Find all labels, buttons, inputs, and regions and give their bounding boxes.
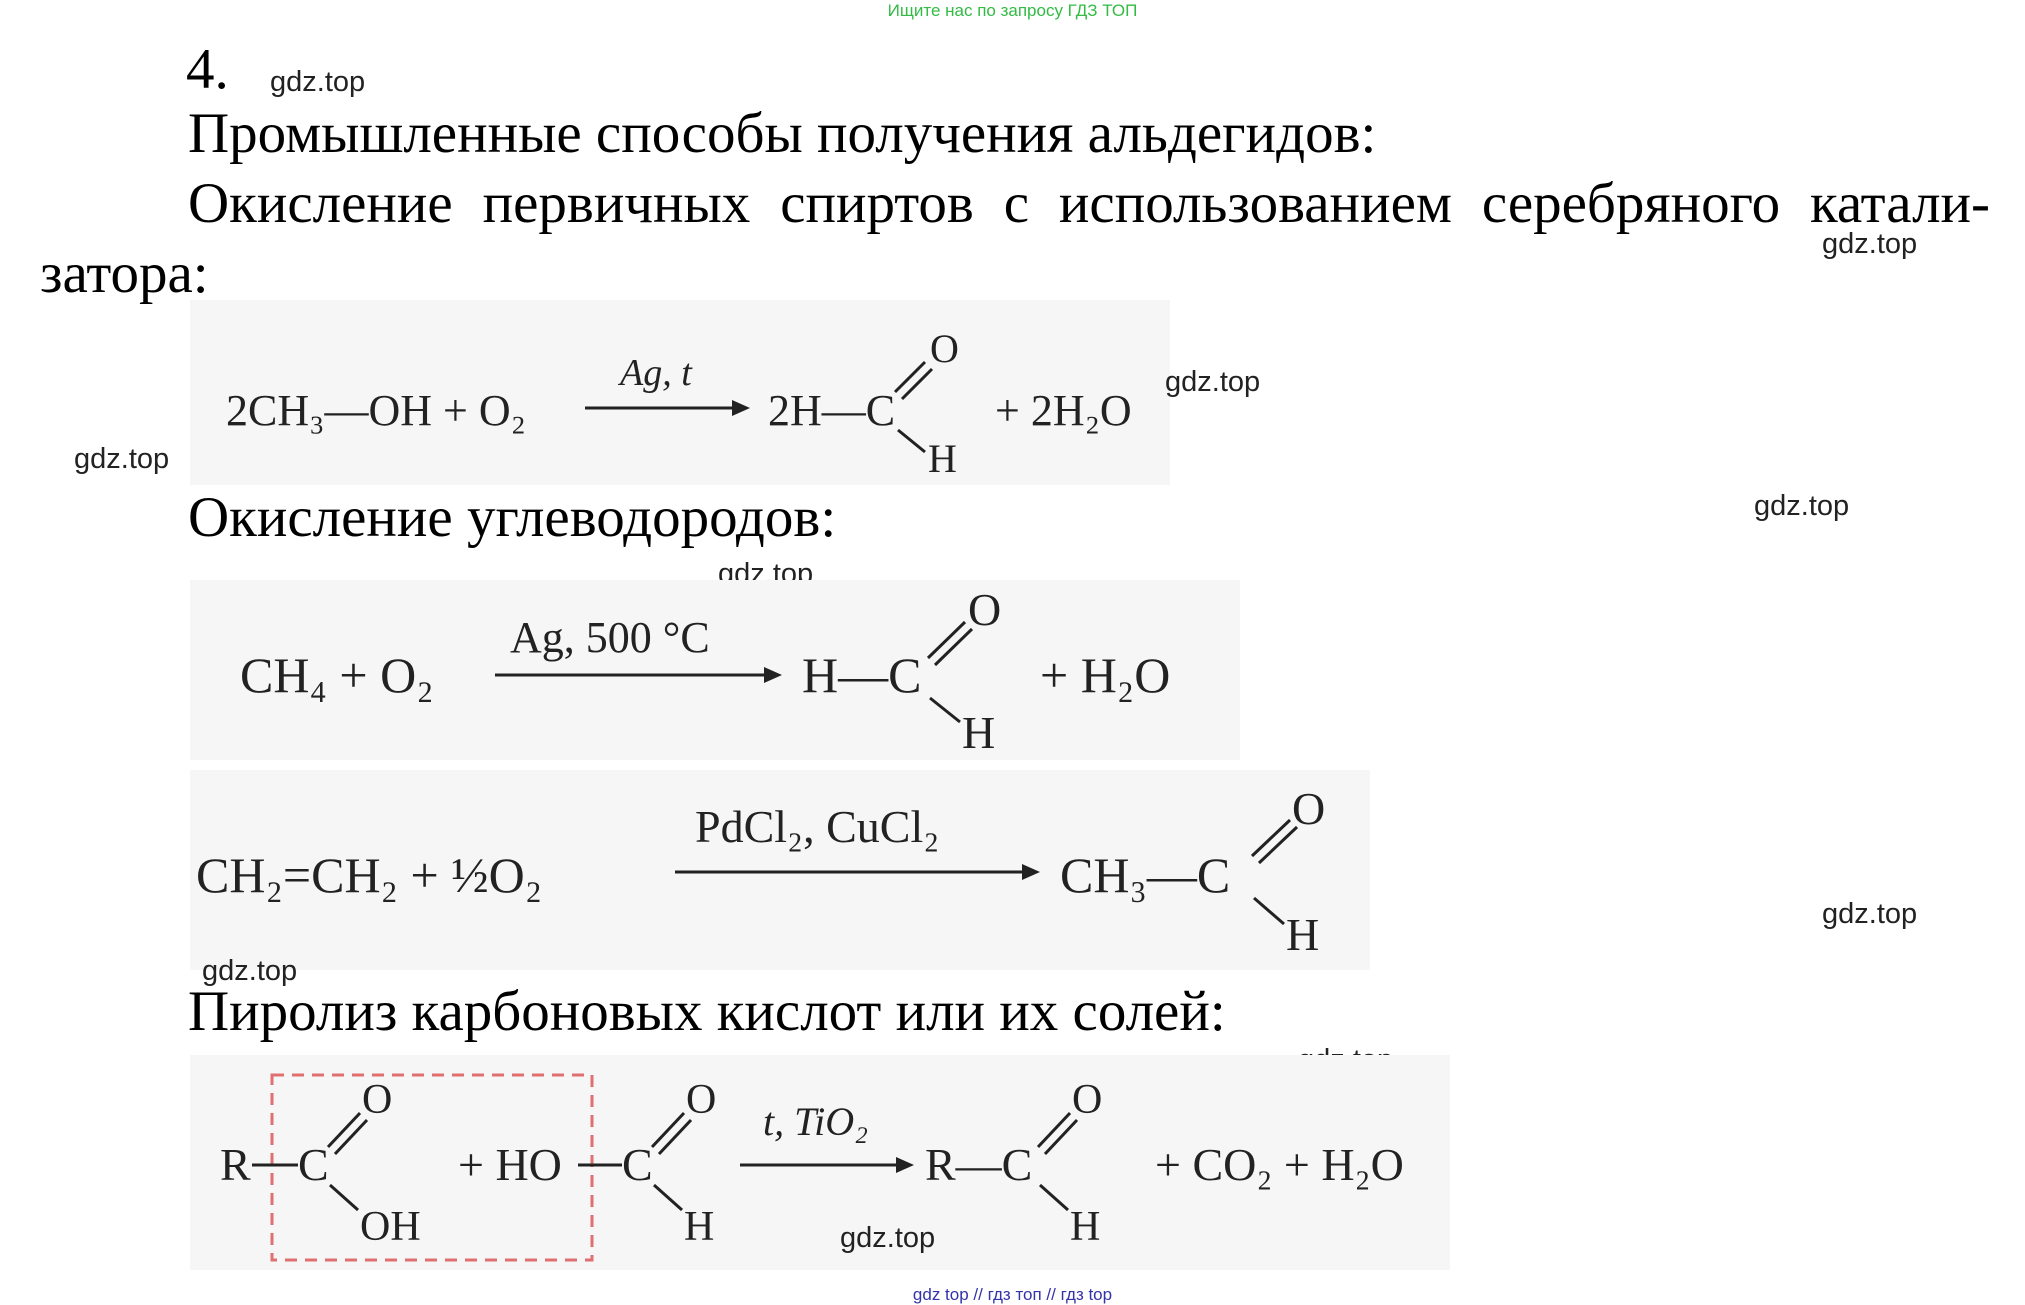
task-number: 4.	[186, 38, 229, 101]
reaction-3	[190, 770, 1370, 970]
reaction-3-oxygen: O	[1292, 783, 1326, 834]
reaction-2-oxygen: O	[968, 584, 1002, 635]
reaction-1	[190, 300, 1170, 485]
watermark: gdz.top	[840, 1222, 936, 1254]
reaction-4	[190, 1055, 1450, 1270]
reaction-3-condition: PdCl₂, CuCl₂	[695, 801, 940, 852]
reaction-2-byproduct: + H₂O	[1040, 647, 1171, 703]
section3-title: Пиролиз карбоновых кислот или их солей:	[188, 980, 1226, 1043]
reaction-4-o2: O	[686, 1077, 717, 1123]
reaction-2-product: H—C	[802, 647, 922, 703]
watermark: gdz.top	[1165, 366, 1261, 398]
reaction-3-reactants: CH₂=CH₂ + ½O₂	[196, 847, 543, 903]
reaction-3-hydrogen: H	[1286, 909, 1320, 960]
watermark: gdz.top	[494, 320, 590, 352]
reaction-1-hydrogen: H	[928, 436, 957, 481]
heading: Промышленные способы получения альдегидов:	[188, 102, 1377, 165]
section1-line2: затора:	[40, 242, 209, 305]
header-note: Ищите нас по запросу ГДЗ ТОП	[887, 1, 1138, 20]
reaction-2-reactants: CH₄ + O₂	[240, 647, 434, 703]
reaction-4-o1: O	[362, 1077, 393, 1123]
section2-title: Окисление углеводородов:	[188, 486, 837, 549]
watermark: gdz.top	[270, 66, 366, 98]
reaction-2	[190, 580, 1240, 760]
reaction-4-byproduct: + CO₂ + H₂O	[1155, 1139, 1404, 1190]
watermark: gdz.top	[74, 443, 170, 475]
reaction-2-condition: Ag, 500 °C	[510, 613, 710, 662]
reaction-1-product: 2H—C	[768, 386, 896, 435]
watermark: gdz.top	[718, 558, 814, 590]
reaction-4-o3: O	[1072, 1077, 1103, 1123]
reaction-4-h2: H	[684, 1204, 715, 1250]
reaction-4-c1: C	[298, 1139, 329, 1190]
reaction-4-product: R—C	[925, 1139, 1033, 1190]
reaction-4-c2: C	[622, 1139, 653, 1190]
reaction-1-byproduct: + 2H₂O	[995, 386, 1132, 435]
reaction-1-oxygen: O	[930, 326, 959, 371]
watermark: gdz.top	[1822, 228, 1918, 260]
watermark: gdz.top	[1298, 1044, 1394, 1076]
reaction-4-h3: H	[1070, 1204, 1101, 1250]
watermark: gdz.top	[202, 955, 298, 987]
reaction-4-condition: t, TiO₂	[763, 1099, 869, 1144]
reaction-2-hydrogen: H	[962, 707, 996, 758]
reaction-3-product: CH₃—C	[1060, 847, 1231, 903]
watermark: gdz.top	[1030, 788, 1126, 820]
reaction-4-r: R	[220, 1139, 251, 1190]
section1-line1: Окисление первичных спиртов с использованием серебряного катали-	[188, 172, 1990, 235]
reaction-4-oh: OH	[360, 1204, 421, 1250]
reaction-1-reactants: 2CH₃—OH + O₂	[226, 386, 526, 435]
watermark: gdz.top	[1754, 490, 1850, 522]
reaction-4-mid: + HO	[458, 1139, 562, 1190]
watermark: gdz.top	[1822, 898, 1918, 930]
reaction-1-condition: Ag, t	[620, 352, 692, 394]
footer-note: gdz top // гдз топ // гдз top	[912, 1285, 1113, 1304]
